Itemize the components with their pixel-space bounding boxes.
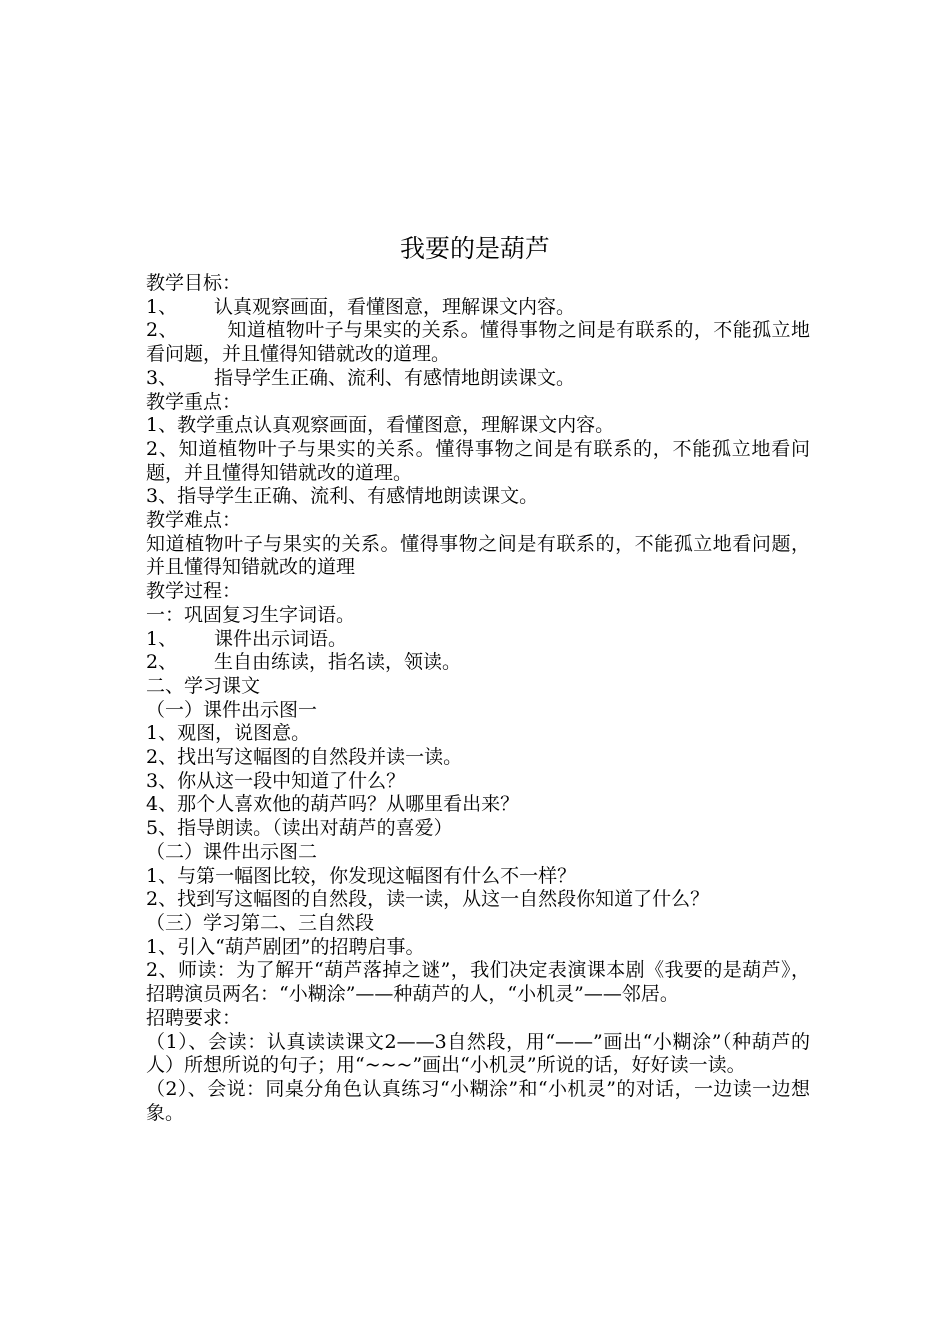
sub1-item: 5、指导朗读。（读出对葫芦的喜爱） bbox=[146, 817, 453, 840]
sub1-item: 1、观图，说图意。 bbox=[146, 722, 311, 745]
difficulty-text: 知道植物叶子与果实的关系。懂得事物之间是有联系的，不能孤立地看问题，并且懂得知错就改的道理 bbox=[146, 532, 810, 579]
goals-heading: 教学目标： bbox=[146, 272, 242, 294]
part2-heading: 二、学习课文 bbox=[146, 674, 261, 697]
recruit-item: （2）、会说：同桌分角色认真练习“小糊涂”和“小机灵”的对话，一边读一边想象。 bbox=[146, 1077, 810, 1124]
item-text: 生自由练读，指名读，领读。 bbox=[214, 651, 462, 674]
sub1-item: 4、那个人喜欢他的葫芦吗？从哪里看出来？ bbox=[146, 793, 520, 816]
item-number: 1、 bbox=[146, 627, 178, 650]
key-item: 2、知道植物叶子与果实的关系。懂得事物之间是有联系的，不能孤立地看问题，并且懂得知错就改的道理。 bbox=[146, 437, 810, 484]
sub2-heading: （二）课件出示图二 bbox=[146, 840, 318, 863]
goal-item bbox=[146, 319, 810, 366]
key-heading: 教学重点： bbox=[146, 390, 242, 413]
goal-text: 认真观察画面，看懂图意，理解课文内容。 bbox=[214, 295, 576, 318]
sub1-item: 3、你从这一段中知道了什么？ bbox=[146, 769, 406, 792]
sub2-item: 2、找到写这幅图的自然段，读一读，从这一自然段你知道了什么？ bbox=[146, 888, 710, 911]
key-item: 3、指导学生正确、流利、有感情地朗读课文。 bbox=[146, 485, 539, 508]
sub1-item: 2、找出写这幅图的自然段并读一读。 bbox=[146, 746, 463, 769]
recruit-heading: 招聘要求： bbox=[146, 1006, 242, 1029]
part1-item bbox=[146, 628, 810, 652]
goal-number: 3、 bbox=[146, 366, 178, 389]
document-body bbox=[146, 272, 810, 1125]
item-number: 2、 bbox=[146, 651, 178, 674]
sub3-heading: （三）学习第二、三自然段 bbox=[146, 911, 375, 934]
process-heading: 教学过程： bbox=[146, 580, 242, 603]
difficulty-heading: 教学难点： bbox=[146, 509, 242, 532]
part1-item bbox=[146, 651, 810, 675]
document-title: 我要的是葫芦 bbox=[399, 234, 550, 263]
sub3-item: 2、师读：为了解开“葫芦落掉之谜”，我们决定表演课本剧《我要的是葫芦》，招聘演员两名：“小糊涂”——种葫芦的人，“小机灵”——邻居。 bbox=[146, 959, 810, 1006]
goal-number: 1、 bbox=[146, 295, 178, 318]
goal-item bbox=[146, 367, 810, 391]
sub2-item: 1、与第一幅图比较，你发现这幅图有什么不一样？ bbox=[146, 864, 577, 887]
part1-heading: 一：巩固复习生字词语。 bbox=[146, 603, 356, 626]
recruit-item: （1）、会读：认真读读课文2——3自然段，用“——”画出“小糊涂”（种葫芦的人）所想所说的句子；用“~~~”画出“小机灵”所说的话，好好读一读。 bbox=[146, 1030, 810, 1077]
goal-text: 知道植物叶子与果实的关系。懂得事物之间是有联系的，不能孤立地看问题，并且懂得知错就改的道理。 bbox=[146, 319, 810, 366]
goal-item bbox=[146, 296, 810, 320]
sub1-heading: （一）课件出示图一 bbox=[146, 698, 318, 721]
item-text: 课件出示词语。 bbox=[214, 627, 348, 650]
goal-text: 指导学生正确、流利、有感情地朗读课文。 bbox=[214, 366, 576, 389]
goal-number: 2、 bbox=[146, 319, 178, 342]
sub3-item: 1、引入“葫芦剧团”的招聘启事。 bbox=[146, 935, 425, 958]
key-item: 1、教学重点认真观察画面，看懂图意，理解课文内容。 bbox=[146, 414, 615, 437]
